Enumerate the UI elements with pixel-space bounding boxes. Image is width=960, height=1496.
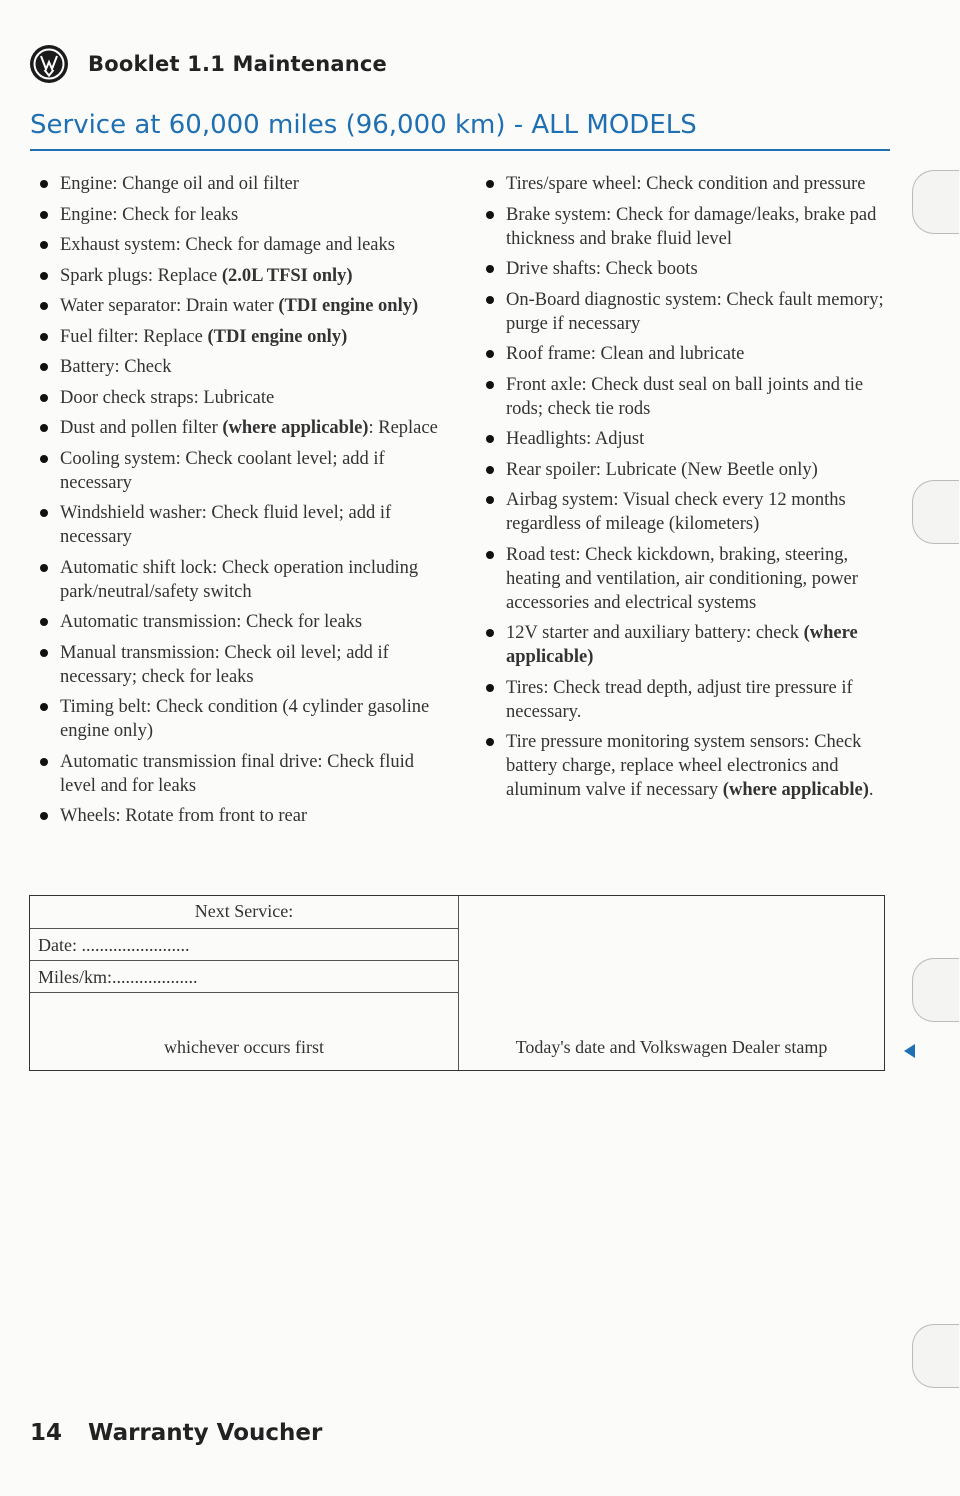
whichever-note: whichever occurs first [164,1037,324,1057]
list-item: Engine: Check for leaks [34,203,444,227]
list-item: Cooling system: Check coolant level; add if necessary [34,447,444,495]
miles-km-field: Miles/km:................... [30,961,458,993]
left-checklist [34,172,444,835]
footer-section-title: Warranty Voucher [88,1420,323,1446]
list-item: Automatic shift lock: Check operation including park/neutral/safety switch [34,556,444,604]
list-item: Tire pressure monitoring system sensors: Check battery charge, replace wheel electronics and aluminum valve if necessary (where applicable). [480,730,890,802]
dealer-stamp-field: Today's date and Volkswagen Dealer stamp [515,1037,828,1057]
next-service-heading: Next Service: [30,896,458,929]
list-item: 12V starter and auxiliary battery: check (where applicable) [480,621,890,669]
page-tab [912,1324,959,1388]
list-item: Automatic transmission final drive: Check fluid level and for leaks [34,750,444,798]
list-item: Tires: Check tread depth, adjust tire pressure if necessary. [480,676,890,724]
back-arrow-icon[interactable] [904,1044,915,1058]
list-item: Door check straps: Lubricate [34,386,444,410]
list-item: Water separator: Drain water (TDI engine only) [34,294,444,318]
page-tab [912,480,959,544]
section-title: Service at 60,000 miles (96,000 km) - ALL MODELS [30,110,697,140]
list-item: Manual transmission: Check oil level; add if necessary; check for leaks [34,641,444,689]
page-footer [30,1420,322,1456]
list-item: Timing belt: Check condition (4 cylinder gasoline engine only) [34,695,444,743]
list-item: Roof frame: Clean and lubricate [480,342,890,366]
service-record-table [29,895,885,1071]
page-tab [912,958,959,1022]
right-checklist [480,172,890,809]
page-tab [912,170,959,234]
date-field: Date: ........................ [30,929,458,961]
section-rule [30,149,890,151]
list-item: Brake system: Check for damage/leaks, brake pad thickness and brake fluid level [480,203,890,251]
vw-logo-icon [30,45,68,83]
list-item: Headlights: Adjust [480,427,890,451]
list-item: Exhaust system: Check for damage and leaks [34,233,444,257]
list-item: Front axle: Check dust seal on ball joints and tie rods; check tie rods [480,373,890,421]
list-item: Drive shafts: Check boots [480,257,890,281]
list-item: On-Board diagnostic system: Check fault memory; purge if necessary [480,288,890,336]
list-item: Tires/spare wheel: Check condition and pressure [480,172,890,196]
booklet-header [30,44,387,84]
page-number: 14 [30,1420,63,1446]
list-item: Rear spoiler: Lubricate (New Beetle only) [480,458,890,482]
list-item: Automatic transmission: Check for leaks [34,610,444,634]
booklet-title: Booklet 1.1 Maintenance [88,52,387,76]
list-item: Dust and pollen filter (where applicable): Replace [34,416,444,440]
list-item: Road test: Check kickdown, braking, steering, heating and ventilation, air conditioning, power accessories and electrical systems [480,543,890,615]
list-item: Airbag system: Visual check every 12 months regardless of mileage (kilometers) [480,488,890,536]
list-item: Battery: Check [34,355,444,379]
list-item: Wheels: Rotate from front to rear [34,804,444,828]
list-item: Spark plugs: Replace (2.0L TFSI only) [34,264,444,288]
list-item: Fuel filter: Replace (TDI engine only) [34,325,444,349]
list-item: Engine: Change oil and oil filter [34,172,444,196]
list-item: Windshield washer: Check fluid level; add if necessary [34,501,444,549]
